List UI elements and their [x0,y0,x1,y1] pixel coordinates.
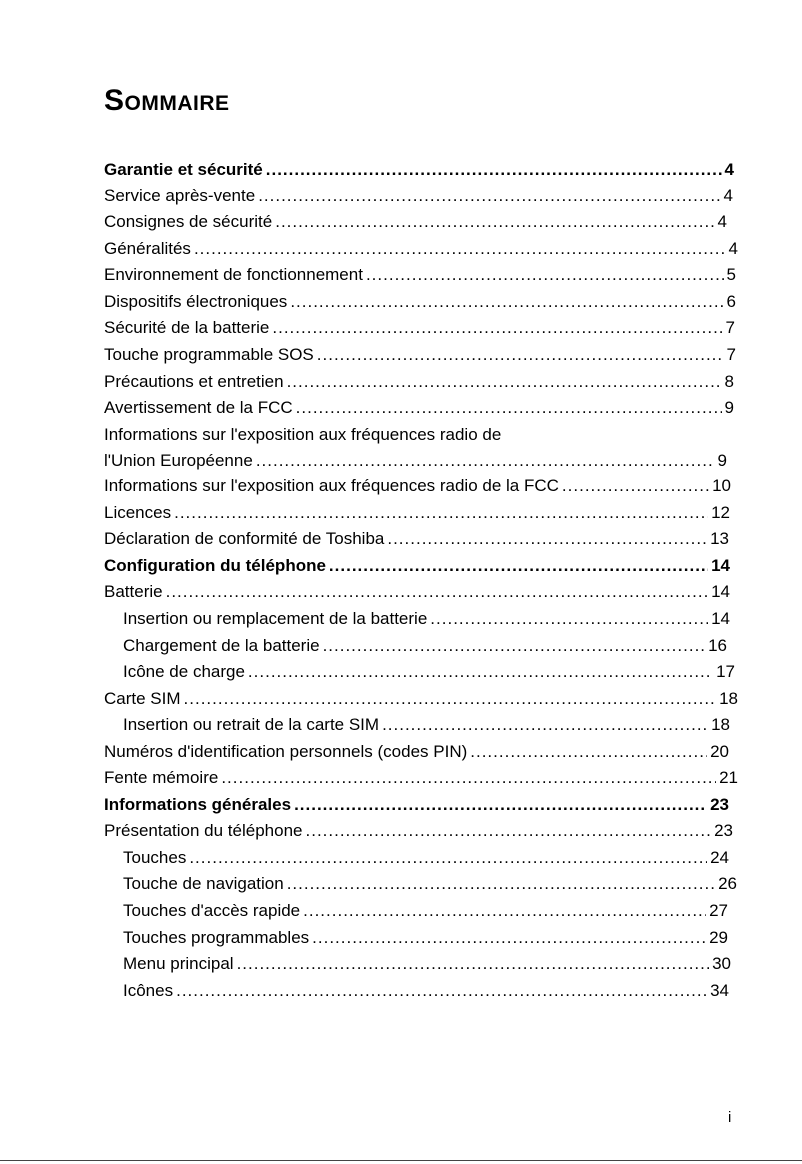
toc-entry-label: Touches programmables [123,928,310,947]
toc-leader [174,503,708,523]
toc-entry-page: 23 [714,821,733,840]
toc-entry-label: Généralités [104,239,191,258]
toc-entry[interactable] [104,265,736,285]
toc-entry-label: Insertion ou retrait de la carte SIM [123,715,380,734]
toc-entry-label: Avertissement de la FCC [104,398,293,417]
toc-entry-page: 4 [728,239,738,258]
toc-entry[interactable] [104,556,730,576]
toc-entry-page: 17 [716,662,735,681]
toc-entry-label: Sécurité de la batterie [104,318,270,337]
toc-entry[interactable] [104,292,736,312]
toc-entry-label: Touches [123,848,187,867]
toc-entry-page: 23 [710,795,729,814]
toc-entry-page: 9 [717,451,727,470]
toc-entry-page: 4 [717,212,727,231]
toc-entry[interactable] [104,529,729,549]
toc-entry-label-line1: Informations sur l'exposition aux fréquences radio de [104,425,502,444]
toc-entry[interactable] [104,239,738,259]
toc-leader [258,186,720,206]
toc-leader [166,582,708,602]
toc-entry[interactable] [123,715,730,735]
toc-entry[interactable] [104,451,727,471]
toc-leader [562,476,709,496]
toc-entry-label: Batterie [104,582,163,601]
page-number: i [728,1109,732,1126]
toc-entry[interactable] [104,160,734,180]
toc-entry-page: 24 [710,848,729,867]
toc-leader [266,160,722,180]
toc-entry-page: 30 [712,954,731,973]
toc-entry[interactable] [104,821,733,841]
toc-entry-label: Fente mémoire [104,768,219,787]
toc-entry[interactable] [104,476,731,496]
toc-leader [290,292,723,312]
toc-entry-label: Déclaration de conformité de Toshiba [104,529,385,548]
toc-entry-page: 18 [711,715,730,734]
toc-entry-page: 9 [724,398,734,417]
toc-entry[interactable] [104,503,730,523]
toc-entry-label: Dispositifs électroniques [104,292,288,311]
toc-entry[interactable] [123,954,731,974]
toc-entry[interactable] [123,981,729,1001]
toc-leader [275,212,714,232]
toc-entry-label: Configuration du téléphone [104,556,326,575]
toc-entry-page: 7 [726,345,736,364]
toc-leader [296,398,722,418]
toc-leader [194,239,726,259]
toc-entry-page: 18 [719,689,738,708]
toc-entry[interactable] [123,662,735,682]
toc-leader [323,636,706,656]
toc-entry-page: 6 [726,292,736,311]
toc-entry[interactable] [123,928,728,948]
toc-entry[interactable] [104,186,733,206]
toc-leader [306,821,712,841]
toc-entry-page: 21 [719,768,738,787]
toc-entry-label: l'Union Européenne [104,451,253,470]
toc-entry-label: Chargement de la batterie [123,636,320,655]
toc-leader [294,795,707,815]
toc-leader [430,609,708,629]
toc-entry-label: Précautions et entretien [104,372,284,391]
toc-entry[interactable] [104,372,734,392]
toc-entry[interactable] [123,874,737,894]
toc-entry-label: Licences [104,503,172,522]
page-bottom-rule [0,1160,802,1161]
toc-leader [287,874,715,894]
toc-entry-page: 8 [724,372,734,391]
toc-entry[interactable] [104,398,734,418]
toc-entry-page: 20 [710,742,729,761]
toc-entry-page: 34 [710,981,729,1000]
toc-leader [303,901,706,921]
toc-entry-page: 14 [711,609,730,628]
toc-entry-page: 16 [708,636,727,655]
toc-entry-label: Icônes [123,981,174,1000]
toc-leader [237,954,710,974]
toc-entry[interactable] [123,609,730,629]
toc-leader [189,848,707,868]
toc-entry[interactable] [104,212,727,232]
toc-entry[interactable] [104,582,730,602]
toc-entry[interactable] [104,795,729,815]
toc-entry-label: Touche de navigation [123,874,284,893]
toc-entry-label: Informations générales [104,795,292,814]
toc-entry-page: 26 [718,874,737,893]
toc-entry[interactable] [104,742,729,762]
toc-leader [248,662,713,682]
toc-leader [312,928,706,948]
toc-entry-label: Insertion ou remplacement de la batterie [123,609,428,628]
toc-leader [272,318,722,338]
toc-entry[interactable] [104,768,738,788]
toc-entry-page: 14 [711,582,730,601]
toc-entry-page: 4 [724,160,734,179]
toc-leader [329,556,708,576]
toc-entry-page: 10 [712,476,731,495]
toc-entry-label: Garantie et sécurité [104,160,263,179]
toc-leader [470,742,707,762]
toc-leader [387,529,707,549]
toc-leader [382,715,708,735]
toc-entry[interactable] [104,689,738,709]
toc-entry-page: 14 [711,556,730,575]
toc-entry-label: Icône de charge [123,662,245,681]
toc-entry-page: 13 [710,529,729,548]
toc-entry-label: Service après-vente [104,186,256,205]
toc-entry-page: 5 [726,265,736,284]
toc-entry-label: Informations sur l'exposition aux fréquences radio de la FCC [104,476,559,495]
toc-leader [184,689,717,709]
toc-entry[interactable] [123,636,727,656]
toc-entry-label: Présentation du téléphone [104,821,303,840]
toc-entry-page: 12 [711,503,730,522]
toc-entry-label: Menu principal [123,954,234,973]
toc-leader [317,345,724,365]
toc-leader [366,265,724,285]
toc-entry[interactable] [123,848,729,868]
toc-entry[interactable] [104,318,735,338]
toc-entry-label: Carte SIM [104,689,181,708]
toc-leader [221,768,716,788]
toc-entry-label: Touche programmable SOS [104,345,314,364]
toc-entry-page: 27 [709,901,728,920]
page-title: Sommaire [104,84,230,117]
toc-entry-label: Consignes de sécurité [104,212,273,231]
toc-entry[interactable] [104,345,736,365]
toc-entry-page: 7 [725,318,735,337]
toc-entry-page: 29 [709,928,728,947]
toc-entry-page: 4 [723,186,733,205]
toc-entry[interactable] [123,901,728,921]
toc-leader [287,372,722,392]
toc-entry-label: Numéros d'identification personnels (codes PIN) [104,742,468,761]
toc-leader [256,451,715,471]
toc-entry-label: Environnement de fonctionnement [104,265,363,284]
toc-leader [176,981,707,1001]
toc-entry-label: Touches d'accès rapide [123,901,301,920]
